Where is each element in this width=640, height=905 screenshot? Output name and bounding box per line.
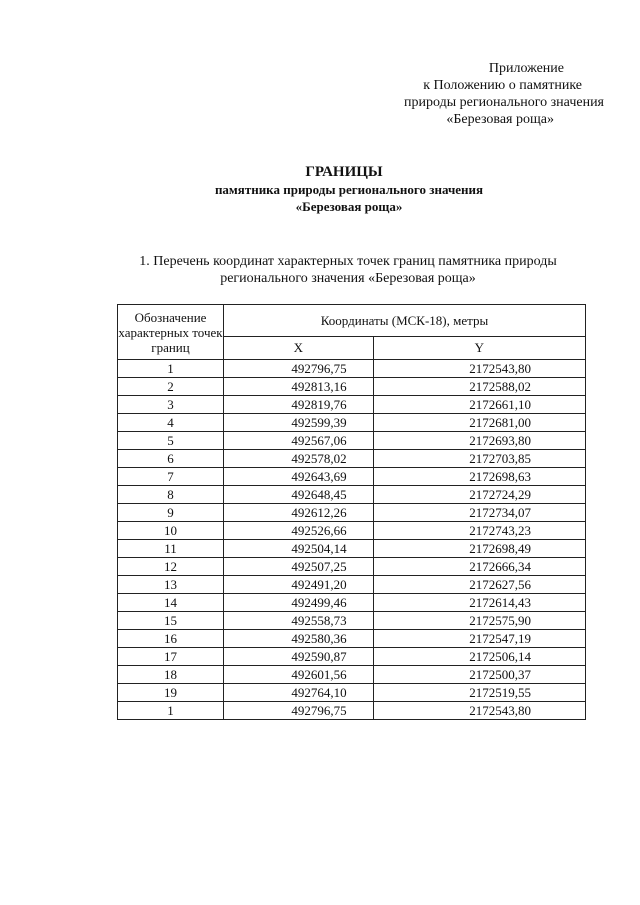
appendix-line: «Березовая роща»: [446, 112, 554, 127]
section-heading: [0, 253, 640, 287]
point-cell: 16: [118, 630, 224, 648]
y-cell: 2172547,19: [373, 630, 585, 648]
y-cell: 2172703,85: [373, 450, 585, 468]
y-cell: 2172543,80: [373, 702, 585, 720]
x-cell: 492499,46: [224, 594, 374, 612]
y-cell: 2172743,23: [373, 522, 585, 540]
table-row: [118, 558, 586, 576]
coordinates-table: [117, 304, 586, 720]
y-cell: 2172734,07: [373, 504, 585, 522]
x-cell: 492643,69: [224, 468, 374, 486]
y-cell: 2172724,29: [373, 486, 585, 504]
x-cell: 492796,75: [224, 702, 374, 720]
y-cell: 2172519,55: [373, 684, 585, 702]
x-cell: 492648,45: [224, 486, 374, 504]
y-cell: 2172693,80: [373, 432, 585, 450]
table-row: [118, 396, 586, 414]
point-cell: 8: [118, 486, 224, 504]
x-cell: 492580,36: [224, 630, 374, 648]
point-cell: 5: [118, 432, 224, 450]
x-cell: 492504,14: [224, 540, 374, 558]
appendix-line: Приложение: [488, 61, 564, 76]
x-cell: 492764,10: [224, 684, 374, 702]
point-cell: 6: [118, 450, 224, 468]
table-row: [118, 414, 586, 432]
title-main: ГРАНИЦЫ: [305, 164, 383, 180]
table-row: [118, 450, 586, 468]
y-cell: 2172666,34: [373, 558, 585, 576]
y-cell: 2172661,10: [373, 396, 585, 414]
table-row: [118, 504, 586, 522]
table-row: [118, 522, 586, 540]
x-cell: 492819,76: [224, 396, 374, 414]
header-point: Обозначение характерных точек границ: [118, 305, 224, 360]
x-cell: 492507,25: [224, 558, 374, 576]
table-row: [118, 432, 586, 450]
title-line: «Березовая роща»: [295, 199, 403, 214]
x-cell: 492796,75: [224, 360, 374, 378]
table-row: [118, 540, 586, 558]
point-cell: 1: [118, 702, 224, 720]
y-cell: 2172681,00: [373, 414, 585, 432]
point-cell: 4: [118, 414, 224, 432]
header-x: X: [224, 337, 374, 360]
y-cell: 2172575,90: [373, 612, 585, 630]
point-cell: 14: [118, 594, 224, 612]
appendix-line: к Положению о памятнике: [423, 78, 582, 93]
point-cell: 18: [118, 666, 224, 684]
y-cell: 2172500,37: [373, 666, 585, 684]
point-cell: 17: [118, 648, 224, 666]
table-row: [118, 378, 586, 396]
point-cell: 13: [118, 576, 224, 594]
table-row: [118, 630, 586, 648]
y-cell: 2172506,14: [373, 648, 585, 666]
x-cell: 492601,56: [224, 666, 374, 684]
x-cell: 492578,02: [224, 450, 374, 468]
point-cell: 11: [118, 540, 224, 558]
y-cell: 2172543,80: [373, 360, 585, 378]
table-row: [118, 360, 586, 378]
x-cell: 492526,66: [224, 522, 374, 540]
title-line: памятника природы регионального значения: [214, 182, 484, 197]
x-cell: 492558,73: [224, 612, 374, 630]
header-coordinates: Координаты (МСК-18), метры: [224, 305, 586, 337]
header-y: Y: [373, 337, 585, 360]
x-cell: 492599,39: [224, 414, 374, 432]
point-cell: 9: [118, 504, 224, 522]
table-row: [118, 576, 586, 594]
point-cell: 12: [118, 558, 224, 576]
x-cell: 492612,26: [224, 504, 374, 522]
point-cell: 19: [118, 684, 224, 702]
y-cell: 2172698,49: [373, 540, 585, 558]
table-row: [118, 612, 586, 630]
table-row: [118, 486, 586, 504]
point-cell: 15: [118, 612, 224, 630]
x-cell: 492491,20: [224, 576, 374, 594]
point-cell: 1: [118, 360, 224, 378]
document-title: [0, 163, 640, 215]
x-cell: 492590,87: [224, 648, 374, 666]
table-row: [118, 648, 586, 666]
appendix-note: [344, 60, 604, 128]
y-cell: 2172614,43: [373, 594, 585, 612]
table-row: [118, 684, 586, 702]
appendix-line: природы регионального значения: [404, 95, 604, 110]
x-cell: 492813,16: [224, 378, 374, 396]
point-cell: 10: [118, 522, 224, 540]
table-row: [118, 468, 586, 486]
y-cell: 2172698,63: [373, 468, 585, 486]
table-row: [118, 594, 586, 612]
table-row: [118, 666, 586, 684]
point-cell: 7: [118, 468, 224, 486]
point-cell: 3: [118, 396, 224, 414]
y-cell: 2172588,02: [373, 378, 585, 396]
table-row: [118, 702, 586, 720]
y-cell: 2172627,56: [373, 576, 585, 594]
point-cell: 2: [118, 378, 224, 396]
section-line: регионального значения «Березовая роща»: [220, 271, 476, 286]
x-cell: 492567,06: [224, 432, 374, 450]
section-line: 1. Перечень координат характерных точек границ памятника природы: [139, 254, 557, 269]
